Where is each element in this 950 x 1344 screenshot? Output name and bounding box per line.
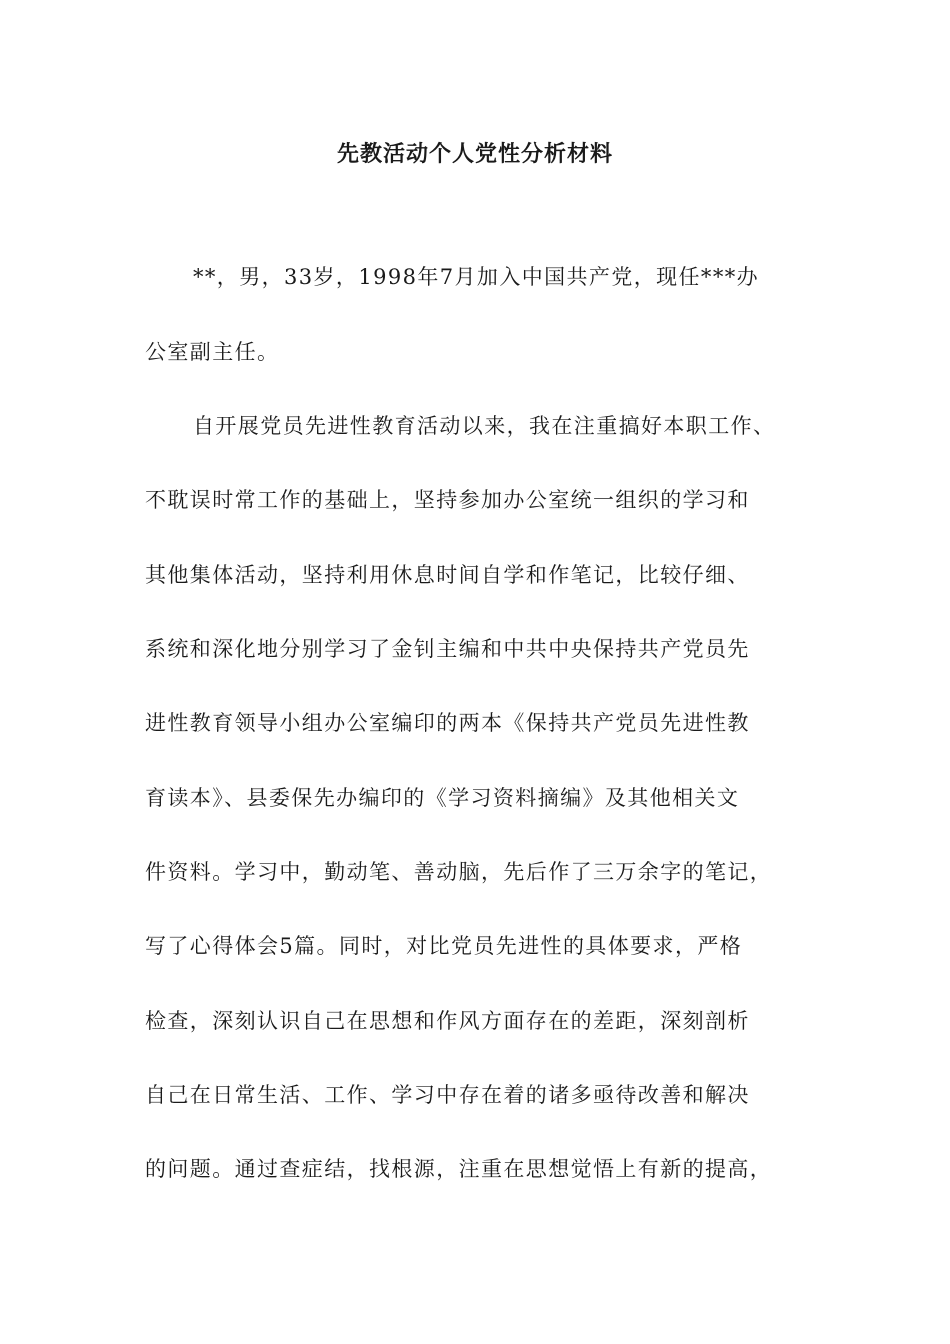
paragraph-line: 写了心得体会5篇。同时，对比党员先进性的具体要求，严格 (145, 934, 743, 958)
paragraph-line: **，男，33岁，1998年7月加入中国共产党，现任***办 (193, 265, 760, 289)
paragraph-line: 不耽误时常工作的基础上，坚持参加办公室统一组织的学习和 (145, 488, 750, 512)
paragraph-line: 其他集体活动，坚持利用休息时间自学和作笔记，比较仔细、 (145, 563, 750, 587)
paragraph-line: 育读本》、县委保先办编印的《学习资料摘编》及其他相关文 (145, 786, 740, 810)
paragraph-line: 系统和深化地分别学习了金钊主编和中共中央保持共产党员先 (145, 637, 750, 661)
paragraph-line: 公室副主任。 (145, 340, 280, 364)
paragraph-line: 自开展党员先进性教育活动以来，我在注重搞好本职工作、 (193, 414, 776, 438)
paragraph-line: 的问题。通过查症结，找根源，注重在思想觉悟上有新的提高， (145, 1157, 773, 1181)
paragraph-line: 自己在日常生活、工作、学习中存在着的诸多亟待改善和解决 (145, 1083, 750, 1107)
paragraph-line: 检查，深刻认识自己在思想和作风方面存在的差距，深刻剖析 (145, 1009, 750, 1033)
document-title: 先教活动个人党性分析材料 (336, 141, 613, 167)
paragraph-line: 进性教育领导小组办公室编印的两本《保持共产党员先进性教 (145, 711, 750, 735)
paragraph-line: 件资料。学习中，勤动笔、善动脑，先后作了三万余字的笔记， (145, 860, 773, 884)
